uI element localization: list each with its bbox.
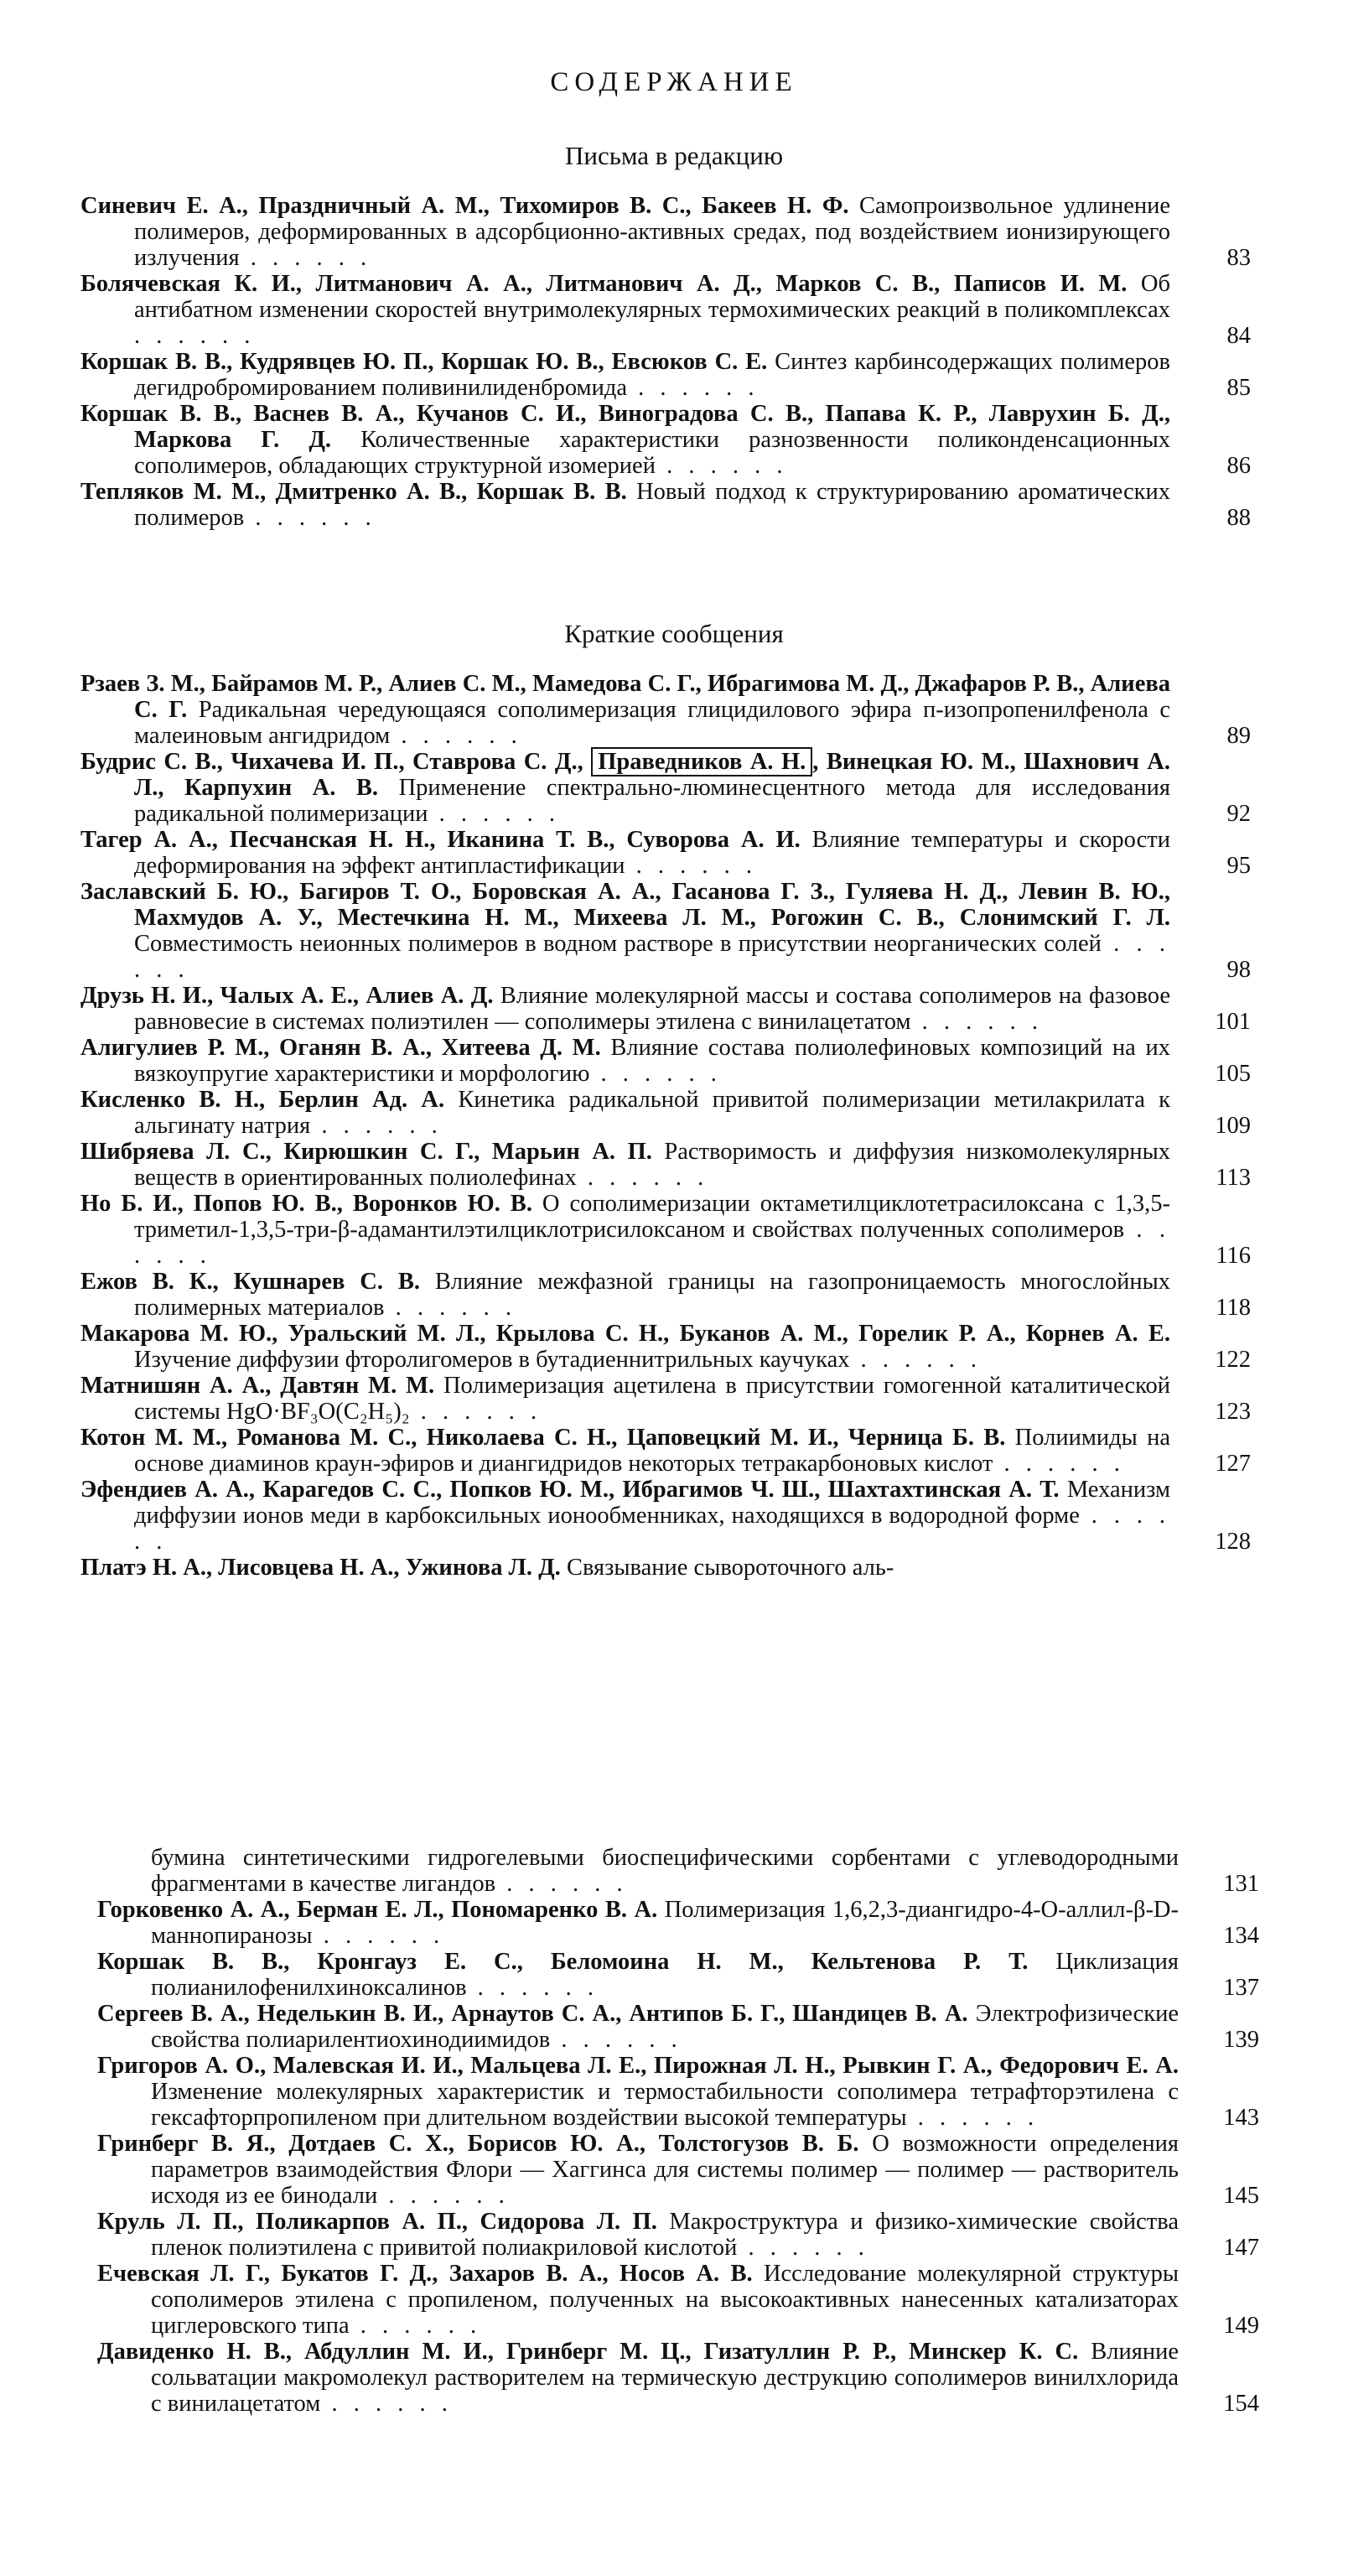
entry-authors: Коршак В. В., Кудрявцев Ю. П., Коршак Ю. В., Евсюков С. Е. xyxy=(80,349,768,375)
leader-dots: . . . . . . xyxy=(550,2027,682,2053)
leader-dots: . . . . . . xyxy=(310,1113,443,1139)
entry-title: Полимеризация 1,6,2,3-диангидро-4-O-аллил-β-D-маннопиранозы xyxy=(151,1897,1180,1949)
entry-authors: Горковенко А. А., Берман Е. Л., Пономаренко В. А. xyxy=(97,1897,658,1923)
entry-title: Радикальная чередующаяся сополимеризация глицидилового эфира п-изопропенилфенола с малеиновым ангидридом xyxy=(134,697,1170,749)
entry-title: Полиимиды на основе диаминов краун-эфиров и диангидридов некоторых тетракарбоновых кислот xyxy=(134,1425,1170,1477)
entry-authors-bold xyxy=(80,749,591,775)
entry-page-number: 95 xyxy=(1226,853,1251,879)
entry-title: Влияние молекулярной массы и состава сополимеров на фазовое равновесие в системах полиэтилен — сополимеры этилена с винилацетатом xyxy=(134,983,1170,1035)
leader-dots: . . . . . . xyxy=(134,1503,1171,1555)
entry-title: Изменение молекулярных характеристик и термостабильности сополимера тетрафторэтилена с гексафторпропиленом при длительном воздействии высокой температуры xyxy=(151,2079,1179,2131)
toc-entry xyxy=(80,271,1251,349)
toc-entry xyxy=(80,1139,1251,1191)
entry-page-number: 98 xyxy=(1226,957,1251,983)
entry-authors: Алигулиев Р. М., Оганян В. А., Хитеева Д. М. xyxy=(80,1035,601,1061)
toc-entry xyxy=(97,2261,1259,2339)
entry-authors: Заславский Б. Ю., Багиров Т. О., Боровская А. А., Гасанова Г. З., Гуляева Н. Д., Левин В. Ю., Махмудов А. У., Местечкина Н. М., Михеева Л. М., Рогожин С. В., Слонимский Г. Л. xyxy=(80,879,1170,931)
section-letters xyxy=(80,193,1251,531)
entry-title: Электрофизические свойства полиарилентиохинодиимидов xyxy=(151,2001,1180,2053)
entry-authors: Ежов В. К., Кушнарев С. В. xyxy=(80,1269,420,1295)
entry-page-number: 154 xyxy=(1223,2391,1259,2417)
entry-authors-bold xyxy=(80,1035,601,1061)
toc-entry xyxy=(80,1087,1251,1139)
entry-page-number: 128 xyxy=(1215,1529,1251,1555)
entry-authors-bold xyxy=(80,271,1127,297)
toc-entry xyxy=(80,1425,1251,1477)
entry-authors-bold xyxy=(80,193,848,219)
toc-entry xyxy=(80,1555,1251,1581)
entry-page-number: 101 xyxy=(1215,1009,1251,1035)
entry-page-number: 116 xyxy=(1216,1243,1251,1269)
section-heading-letters: Письма в редакцию xyxy=(565,141,783,170)
entry-authors-bold xyxy=(80,879,1170,931)
entry-page-number: 134 xyxy=(1223,1923,1259,1949)
toc-entry xyxy=(97,2339,1259,2417)
entry-authors-bold xyxy=(80,1191,532,1217)
entry-title: О сополимеризации октаметилциклотетрасилоксана с 1,3,5-триметил-1,3,5-три-β-адамантилэтилциклотрисилоксаном и свойствах полученных сополимеров xyxy=(134,1191,1170,1243)
entry-page-number: 139 xyxy=(1223,2027,1259,2053)
toc-entry xyxy=(80,1477,1251,1555)
entry-authors-bold xyxy=(80,1139,652,1165)
section-short-reports-continued xyxy=(97,1845,1259,2417)
entry-page-number: 83 xyxy=(1226,245,1251,271)
entry-authors: Круль Л. П., Поликарпов А. П., Сидорова Л. П. xyxy=(97,2209,657,2235)
entry-authors: Матнишян А. А., Давтян М. М. xyxy=(80,1373,435,1399)
entry-authors: Коршак В. В., Васнев В. А., Кучанов С. И., Виноградова С. В., Папава К. Р., Лаврухин Б. Д., Маркова Г. Д. xyxy=(80,401,1170,453)
entry-title: Новый подход к структурированию ароматических полимеров xyxy=(134,479,1170,531)
entry-authors-bold xyxy=(80,1477,1060,1503)
toc-entry xyxy=(80,349,1251,401)
entry-page-number: 92 xyxy=(1226,801,1251,827)
entry-authors-bold xyxy=(80,349,767,375)
leader-dots: . . . . . . xyxy=(910,1009,1044,1035)
entry-authors-bold xyxy=(97,2053,1179,2079)
leader-dots: . . . . . . xyxy=(625,853,757,879)
entry-title: Циклизация полианилофенилхиноксалинов xyxy=(151,1949,1179,2001)
leader-dots: . . . . . . xyxy=(390,723,522,749)
entry-page-number: 113 xyxy=(1216,1165,1251,1191)
toc-entry xyxy=(80,1035,1251,1087)
toc-entry xyxy=(80,983,1251,1035)
toc-entry xyxy=(97,2209,1259,2261)
entry-authors: Платэ Н. А., Лисовцева Н. А., Ужинова Л. Д. xyxy=(80,1555,561,1581)
toc-entry xyxy=(80,671,1251,749)
entry-authors-bold xyxy=(80,983,493,1009)
entry-page-number: 145 xyxy=(1223,2183,1259,2209)
entry-page-number: 86 xyxy=(1226,453,1251,479)
entry-title: Количественные характеристики разнозвенности поликонденсационных сополимеров, обладающих структурной изомерией xyxy=(134,427,1170,479)
leader-dots: . . . . . . xyxy=(495,1871,628,1897)
entry-authors-bold xyxy=(97,1949,1028,1975)
entry-authors: Сергеев В. А., Неделькин В. И., Арнаутов С. А., Антипов Б. Г., Шандицев В. А. xyxy=(97,2001,968,2027)
entry-page-number: 143 xyxy=(1223,2105,1259,2131)
entry-authors: Друзь Н. И., Чалых А. Е., Алиев А. Д. xyxy=(80,983,494,1009)
entry-authors-bold xyxy=(80,827,801,853)
entry-authors: Эфендиев А. А., Карагедов С. С., Попков Ю. М., Ибрагимов Ч. Ш., Шахтахтинская А. Т. xyxy=(80,1477,1060,1503)
entry-page-number: 137 xyxy=(1223,1975,1259,2001)
entry-page-number: 118 xyxy=(1216,1295,1251,1321)
toc-entry xyxy=(80,193,1251,271)
toc-entry xyxy=(80,479,1251,531)
entry-title: О возможности определения параметров взаимодействия Флори — Хаггинса для системы полимер — полимер — растворитель исходя из ее бинодали xyxy=(151,2131,1179,2209)
leader-dots: . . . . . . xyxy=(134,931,1171,983)
entry-authors: Рзаев З. М., Байрамов М. Р., Алиев С. М., Мамедова С. Г., Ибрагимова М. Д., Джафаров Р. В., Алиева С. Г. xyxy=(80,671,1170,723)
toc-entry xyxy=(80,401,1251,479)
entry-page-number: 122 xyxy=(1215,1347,1251,1373)
entry-title: Применение спектрально-люминесцентного метода для исследования радикальной полимеризации xyxy=(134,775,1170,827)
toc-entry xyxy=(80,749,1251,827)
entry-title: Полимеризация ацетилена в присутствии гомогенной каталитической системы HgO·BF₃O(C₂H₅)₂ xyxy=(134,1373,1171,1425)
entry-page-number: 89 xyxy=(1226,723,1251,749)
leader-dots: . . . . . . xyxy=(134,323,256,349)
entry-authors-bold xyxy=(97,2261,753,2287)
leader-dots: . . . . . . xyxy=(576,1165,709,1191)
leader-dots: . . . . . . xyxy=(466,1975,599,2001)
toc-entry xyxy=(97,2001,1259,2053)
entry-title: Совместимость неионных полимеров в водном растворе в присутствии неорганических солей xyxy=(134,931,1102,957)
toc-entry xyxy=(97,1845,1259,1897)
entry-authors-bold xyxy=(97,2131,859,2157)
toc-entry xyxy=(80,1269,1251,1321)
entry-authors: Коршак В. В., Кронгауз Е. С., Беломоина Н. М., Кельтенова Р. Т. xyxy=(97,1949,1029,1975)
leader-dots: . . . . . . xyxy=(377,2183,510,2209)
toc-entry xyxy=(80,1191,1251,1269)
entry-authors-bold xyxy=(97,1897,657,1923)
leader-dots: . . . . . . xyxy=(409,1399,542,1425)
entry-page-number: 88 xyxy=(1226,505,1251,531)
entry-authors: , Винецкая Ю. М., Шахнович А. Л., Карпухин А. В. xyxy=(134,749,1171,801)
entry-authors-bold xyxy=(80,1555,561,1581)
entry-authors: Ечевская Л. Г., Букатов Г. Д., Захаров В. А., Носов А. В. xyxy=(97,2261,753,2287)
entry-title: Самопроизвольное удлинение полимеров, деформированных в адсорбционно-активных средах, под воздействием ионизирующего излучения xyxy=(134,193,1170,271)
page-title: СОДЕРЖАНИЕ xyxy=(550,67,798,97)
entry-author-boxed: Праведников А. Н. xyxy=(591,747,812,776)
section-heading-short-reports: Краткие сообщения xyxy=(564,619,784,648)
toc-entry xyxy=(80,1321,1251,1373)
entry-authors-bold xyxy=(97,2339,1078,2365)
entry-title: Кинетика радикальной привитой полимеризации метилакрилата к альгинату натрия xyxy=(134,1087,1170,1139)
entry-title: Влияние температуры и скорости деформирования на эффект антипластификации xyxy=(134,827,1170,879)
entry-authors: Тагер А. А., Песчанская Н. Н., Иканина Т. В., Суворова А. И. xyxy=(80,827,801,853)
entry-page-number: 109 xyxy=(1215,1113,1251,1139)
leader-dots: . . . . . . xyxy=(384,1295,516,1321)
entry-title: Механизм диффузии ионов меди в карбоксильных ионообменниках, находящихся в водородной форме xyxy=(134,1477,1170,1529)
toc-entry xyxy=(80,827,1251,879)
toc-entry xyxy=(80,879,1251,983)
entry-title: бумина синтетическими гидрогелевыми биоспецифическими сорбентами с углеводородными фрагментами в качестве лигандов xyxy=(151,1845,1179,1897)
leader-dots: . . . . . . xyxy=(239,245,372,271)
entry-page-number: 105 xyxy=(1215,1061,1251,1087)
entry-authors: Котон М. М., Романова М. С., Николаева С. Н., Цаповецкий М. И., Черница Б. В. xyxy=(80,1425,1006,1451)
entry-authors-bold xyxy=(97,2209,657,2235)
leader-dots: . . . . . . xyxy=(655,453,788,479)
entry-authors: Гринберг В. Я., Дотдаев С. Х., Борисов Ю. А., Толстогузов В. Б. xyxy=(97,2131,859,2157)
entry-authors-bold xyxy=(80,479,627,505)
entry-authors: Давиденко Н. В., Абдуллин М. И., Гринберг М. Ц., Гизатуллин Р. Р., Минскер К. С. xyxy=(97,2339,1079,2365)
leader-dots: . . . . . . xyxy=(589,1061,722,1087)
leader-dots: . . . . . . xyxy=(312,1923,445,1949)
toc-entry xyxy=(97,1949,1259,2001)
entry-page-number: 123 xyxy=(1215,1399,1251,1425)
entry-page-number: 131 xyxy=(1223,1871,1259,1897)
leader-dots: . . . . . . xyxy=(849,1347,982,1373)
entry-title: Изучение диффузии фторолигомеров в бутадиеннитрильных каучуках xyxy=(134,1347,850,1373)
entry-page-number: 147 xyxy=(1223,2235,1259,2261)
entry-authors-bold xyxy=(80,1087,444,1113)
toc-entry xyxy=(97,2053,1259,2131)
entry-title: Исследование молекулярной структуры сополимеров этилена с пропиленом, полученных на высокоактивных нанесенных катализаторах циглеровского типа xyxy=(151,2261,1180,2339)
entry-title: Влияние сольватации макромолекул растворителем на термическую деструкцию сополимеров винилхлорида с винилацетатом xyxy=(151,2339,1179,2417)
entry-authors-bold xyxy=(80,1269,420,1295)
leader-dots: . . . . . . xyxy=(737,2235,869,2261)
section-short-reports xyxy=(80,671,1251,1581)
entry-authors-bold xyxy=(80,1373,434,1399)
entry-authors: Тепляков М. М., Дмитренко А. В., Коршак В. В. xyxy=(80,479,627,505)
entry-title: Синтез карбинсодержащих полимеров дегидробромированием поливинилиденбромида xyxy=(134,349,1170,401)
toc-entry xyxy=(97,2131,1259,2209)
leader-dots: . . . . . . xyxy=(993,1451,1125,1477)
entry-page-number: 127 xyxy=(1215,1451,1251,1477)
entry-authors-bold xyxy=(97,2001,968,2027)
entry-authors: Кисленко В. Н., Берлин Ад. А. xyxy=(80,1087,445,1113)
entry-authors: Но Б. И., Попов Ю. В., Воронков Ю. В. xyxy=(80,1191,532,1217)
leader-dots: . . . . . . xyxy=(320,2391,453,2417)
entry-authors: Будрис С. В., Чихачева И. П., Ставрова С. Д., xyxy=(80,749,592,775)
entry-authors: Григоров А. О., Малевская И. И., Мальцева Л. Е., Пирожная Л. Н., Рывкин Г. А., Федорович Е. А. xyxy=(97,2053,1179,2079)
leader-dots: . . . . . . xyxy=(349,2313,482,2339)
entry-title: Об антибатном изменении скоростей внутримолекулярных термохимических реакций в поликомплексах xyxy=(134,271,1170,323)
leader-dots: . . . . . . xyxy=(906,2105,1040,2131)
entry-title: Влияние межфазной границы на газопроницаемость многослойных полимерных материалов xyxy=(134,1269,1170,1321)
entry-page-number: 85 xyxy=(1226,375,1251,401)
leader-dots: . . . . . . xyxy=(428,801,561,827)
leader-dots: . . . . . . xyxy=(134,1217,1170,1269)
toc-entry xyxy=(80,1373,1251,1425)
entry-page-number: 84 xyxy=(1226,323,1251,349)
entry-title: Влияние состава полиолефиновых композиций на их вязкоупругие характеристики и морфологию xyxy=(134,1035,1170,1087)
entry-authors: Макарова М. Ю., Уральский М. Л., Крылова С. Н., Буканов А. М., Горелик Р. А., Корнев А. Е. xyxy=(80,1321,1170,1347)
leader-dots: . . . . . . xyxy=(626,375,760,401)
entry-page-number: 149 xyxy=(1223,2313,1259,2339)
entry-authors: Шибряева Л. С., Кирюшкин С. Г., Марьин А. П. xyxy=(80,1139,652,1165)
entry-authors: Болячевская К. И., Литманович А. А., Литманович А. Д., Марков С. В., Паписов И. М. xyxy=(80,271,1128,297)
entry-authors: Синевич Е. А., Праздничный А. М., Тихомиров В. С., Бакеев Н. Ф. xyxy=(80,193,849,219)
leader-dots: . . . . . . xyxy=(244,505,376,531)
entry-title: Макроструктура и физико-химические свойства пленок полиэтилена с привитой полиакриловой кислотой xyxy=(151,2209,1179,2261)
entry-authors-bold xyxy=(80,1321,1170,1347)
toc-entry xyxy=(97,1897,1259,1949)
entry-title: Растворимость и диффузия низкомолекулярных веществ в ориентированных полиолефинах xyxy=(134,1139,1171,1191)
entry-title: Связывание сывороточного аль- xyxy=(560,1555,894,1581)
entry-authors-bold xyxy=(80,1425,1005,1451)
